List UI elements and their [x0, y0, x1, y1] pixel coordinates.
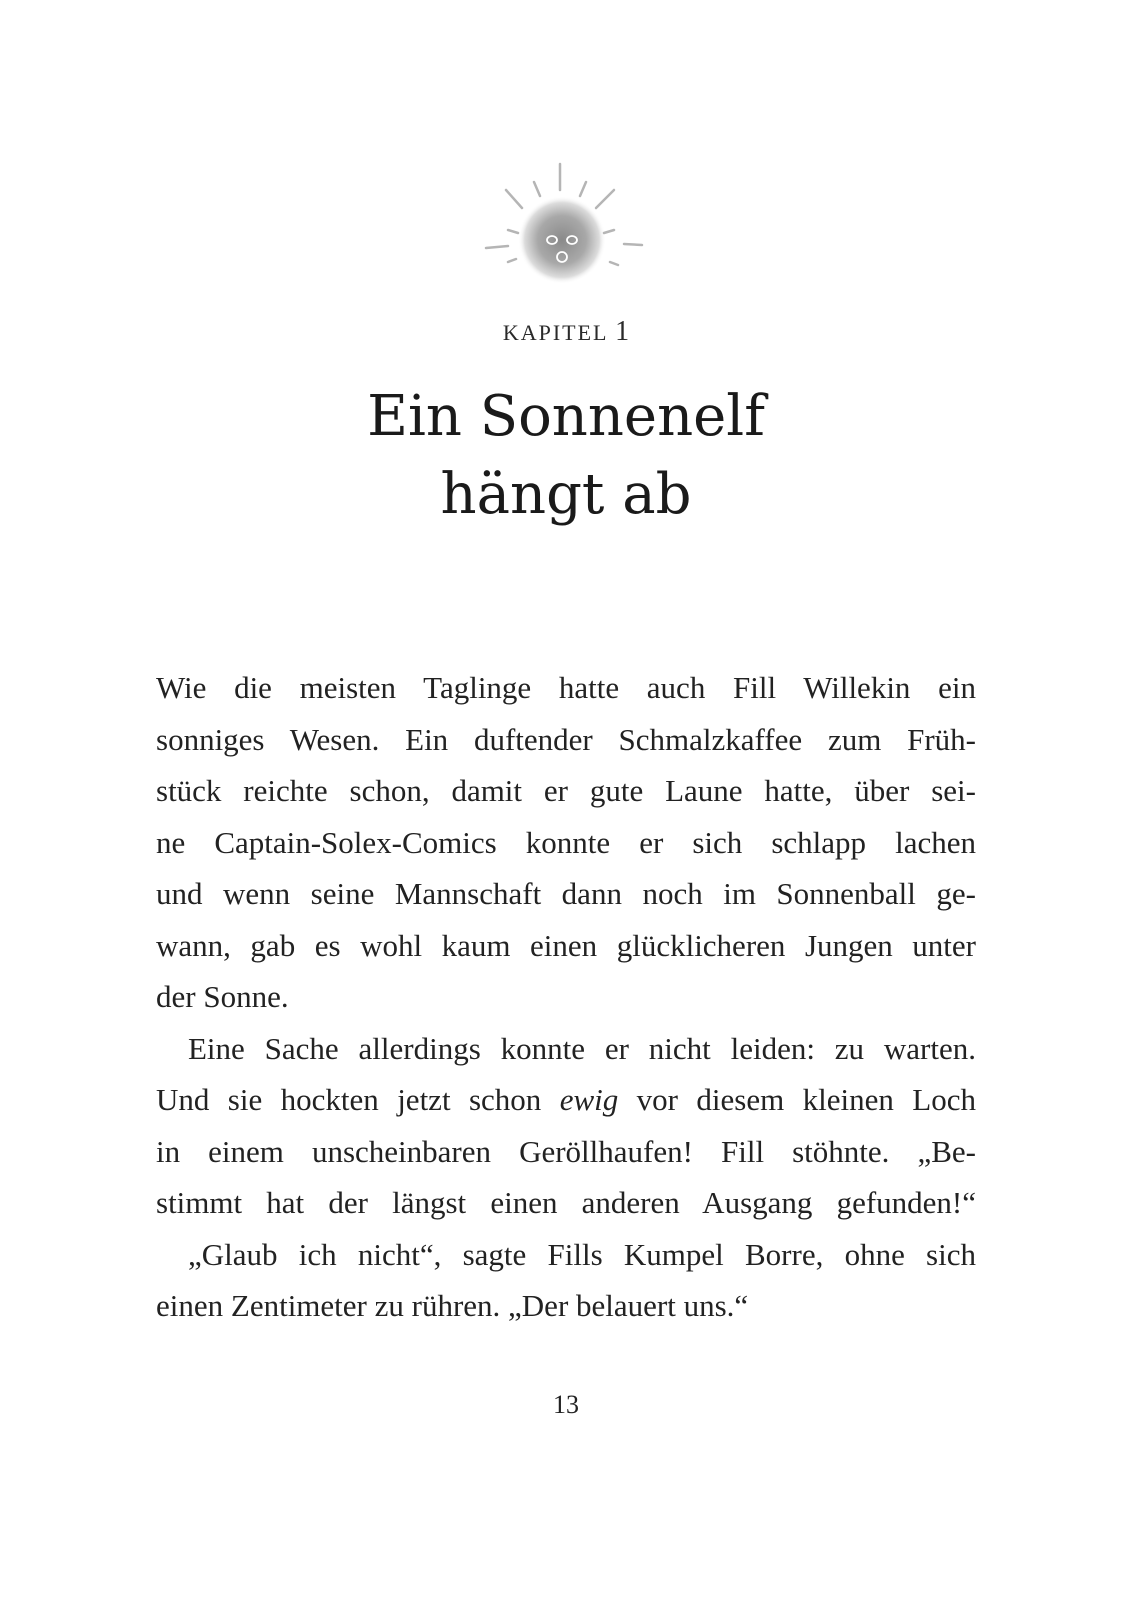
text-line: einen Zentimeter zu rühren. „Der belauert uns.“: [156, 1288, 749, 1323]
chapter-title-line-2: hängt ab: [440, 462, 692, 527]
text-line: und wenn seine Mannschaft dann noch im Sonnenball ge-: [156, 876, 976, 911]
chapter-label-text: KAPITEL: [502, 320, 608, 345]
text-line: Eine Sache allerdings konnte er nicht leiden: zu warten.: [188, 1030, 976, 1066]
text-line: wann, gab es wohl kaum einen glücklicheren Jungen unter: [156, 927, 976, 963]
text-line: ne Captain-Solex-Comics konnte er sich schlapp lachen: [156, 824, 976, 860]
text-line-with-emphasis: [156, 1074, 976, 1126]
text-line: „Glaub ich nicht“, sagte Fills Kumpel Borre, ohne sich: [188, 1236, 976, 1272]
text-segment: Und sie hockten jetzt schon: [156, 1082, 560, 1117]
chapter-label: [0, 316, 1132, 348]
text-line: in einem unscheinbaren Geröllhaufen! Fill stöhnte. „Be-: [156, 1133, 976, 1169]
text-line: Wie die meisten Taglinge hatte auch Fill Willekin ein: [156, 670, 976, 705]
chapter-title-line-1: Ein Sonnenelf: [367, 384, 765, 449]
chapter-title: [0, 378, 1132, 534]
page-number: 13: [553, 1390, 579, 1419]
sun-elf-icon: [474, 160, 650, 300]
emphasis-text: ewig: [559, 1082, 619, 1117]
text-segment: vor diesem kleinen Loch: [618, 1082, 976, 1117]
text-line: stück reichte schon, damit er gute Laune hatte, über sei-: [156, 773, 976, 808]
body-text: [156, 662, 976, 1332]
text-line: stimmt hat der längst einen anderen Ausgang gefunden!“: [156, 1185, 976, 1220]
text-line: sonniges Wesen. Ein duftender Schmalzkaffee zum Früh-: [156, 721, 976, 757]
text-line: der Sonne.: [156, 979, 289, 1014]
chapter-number: 1: [615, 316, 630, 347]
